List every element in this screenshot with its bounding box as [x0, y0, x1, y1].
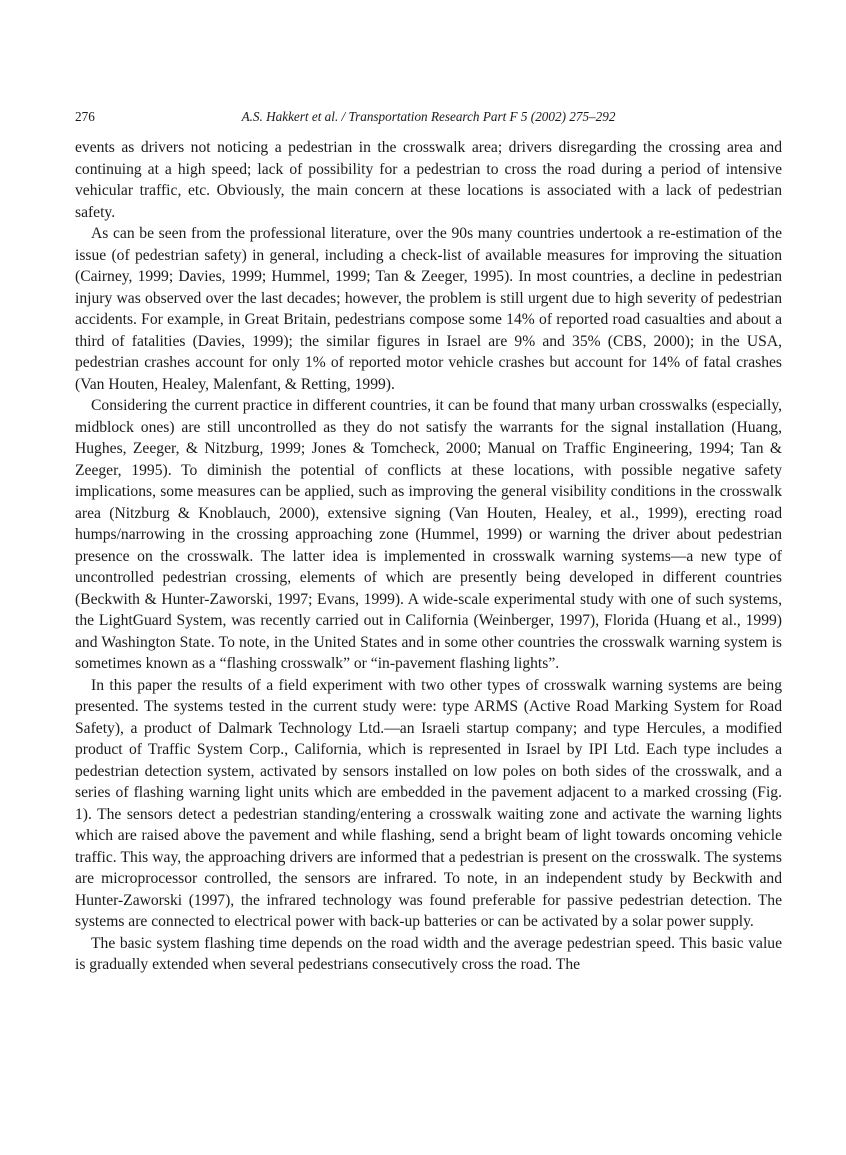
- paragraph-continued: events as drivers not noticing a pedestrian in the crosswalk area; drivers disregarding the crossing area and continuing at a high speed; lack of possibility for a pedestrian to cross the road during a period of intensive vehicular traffic, etc. Obviously, the main concern at these locations is associated with a lack of pedestrian safety.: [75, 139, 782, 221]
- paragraph-literature-review: As can be seen from the professional literature, over the 90s many countries undertook a re-estimation of the issue (of pedestrian safety) in general, including a check-list of available measures for improving the situation (Cairney, 1999; Davies, 1999; Hummel, 1999; Tan & Zeeger, 1995). In most countries, a decline in pedestrian injury was observed over the last decades; however, the problem is still urgent due to high severity of pedestrian accidents. For example, in Great Britain, pedestrians compose some 14% of reported road casualties and about a third of fatalities (Davies, 1999); the similar figures in Israel are 9% and 35% (CBS, 2000); in the USA, pedestrian crashes account for only 1% of reported motor vehicle crashes but account for 14% of fatal crashes (Van Houten, Healey, Malenfant, & Retting, 1999).: [75, 225, 782, 393]
- paragraph-current-practice: Considering the current practice in different countries, it can be found that many urban crosswalks (especially, midblock ones) are still uncontrolled as they do not satisfy the warrants for the signal installation (Huang, Hughes, Zeeger, & Nitzburg, 1999; Jones & Tomcheck, 2000; Manual on Traffic Engineering, 1994; Tan & Zeeger, 1995). To diminish the potential of conflicts at these locations, with possible negative safety implications, some measures can be applied, such as improving the general visibility conditions in the crosswalk area (Nitzburg & Knoblauch, 2000), extensive signing (Van Houten, Healey, et al., 1999), erecting road humps/narrowing in the crossing approaching zone (Hummel, 1999) or warning the driver about pedestrian presence on the crosswalk. The latter idea is implemented in crosswalk warning systems—a new type of uncontrolled pedestrian crossing, elements of which are presently being developed in different countries (Beckwith & Hunter-Zaworski, 1997; Evans, 1999). A wide-scale experimental study with one of such systems, the LightGuard System, was recently carried out in California (Weinberger, 1997), Florida (Huang et al., 1999) and Washington State. To note, in the United States and in some other countries the crosswalk warning system is sometimes known as a “flashing crosswalk” or “in-pavement flashing lights”.: [75, 397, 782, 672]
- journal-page: [75, 106, 782, 976]
- paragraph-flashing-time: The basic system flashing time depends on the road width and the average pedestrian speed. This basic value is gradually extended when several pedestrians consecutively cross the road. The: [75, 934, 782, 973]
- journal-reference: A.S. Hakkert et al. / Transportation Research Part F 5 (2002) 275–292: [241, 109, 616, 124]
- page-number: 276: [75, 109, 95, 124]
- paragraph-field-experiment: In this paper the results of a field experiment with two other types of crosswalk warning systems are being presented. The systems tested in the current study were: type ARMS (Active Road Marking System for Road Safety), a product of Dalmark Technology Ltd.—an Israeli startup company; and type Hercules, a modified product of Traffic System Corp., California, which is represented in Israel by IPI Ltd. Each type includes a pedestrian detection system, activated by sensors installed on low poles on both sides of the crosswalk, and a series of flashing warning light units which are embedded in the pavement adjacent to a marked crossing (Fig. 1). The sensors detect a pedestrian standing/entering a crosswalk waiting zone and activate the warning lights which are raised above the pavement and while flashing, send a bright beam of light towards oncoming vehicle traffic. This way, the approaching drivers are informed that a pedestrian is present on the crosswalk. The systems are microprocessor controlled, the sensors are infrared. To note, in an independent study by Beckwith and Hunter-Zaworski (1997), the infrared technology was found preferable for passive pedestrian detection. The systems are connected to electrical power with back-up batteries or can be activated by a solar power supply.: [75, 676, 782, 930]
- article-body: [75, 137, 782, 976]
- running-header: [75, 106, 782, 128]
